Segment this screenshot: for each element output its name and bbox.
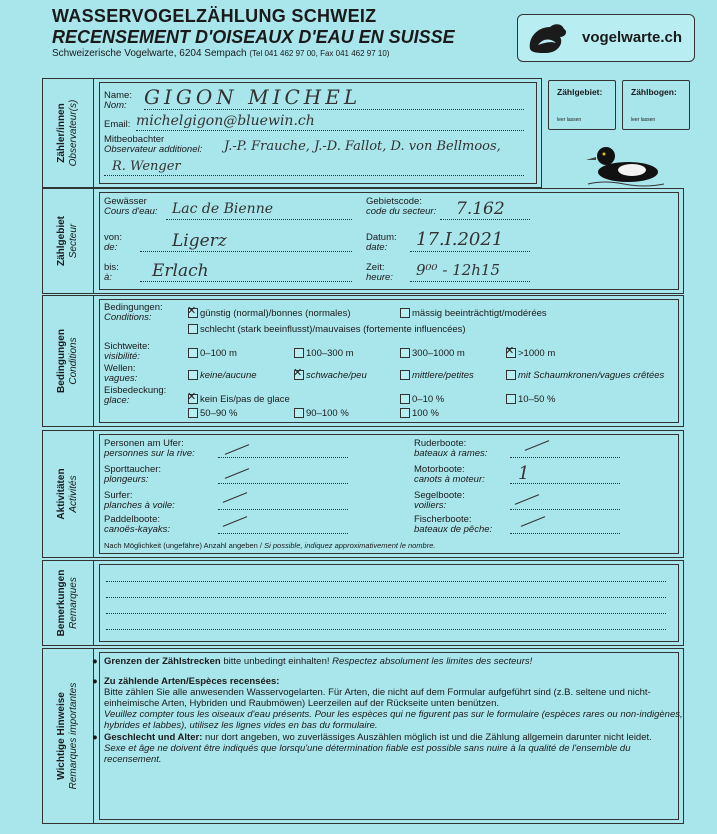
observers-inner	[99, 82, 537, 184]
checkbox-icon[interactable]	[506, 370, 516, 380]
activities-label: Aktivitäten Activités	[43, 431, 94, 557]
date-label: Datum: date:	[366, 232, 397, 253]
helpers-label: Mitbeobachter Observateur additionel:	[104, 134, 203, 155]
name-line	[144, 109, 524, 110]
checkbox-icon[interactable]	[188, 408, 198, 418]
email-label: Email:	[104, 119, 131, 130]
from-value[interactable]: Ligerz	[172, 231, 227, 251]
fish-dash	[521, 516, 546, 527]
ice-option-5[interactable]: 90–100 %	[294, 408, 349, 419]
note-species: ● Zu zählende Arten/Espèces recensées: Bitte zählen Sie alle anwesenden Wasservogelarten. Für Arten, die nicht auf dem Formular aufgeführt sind (z.B. seltene und nicht-einheimische Arten, Hybriden und Raubmöwen) Leerzeilen auf der Rückseite unten benützen. Veuillez compter tous les oiseaux d'eau présents. Pour les espèces qui ne figurent pas sur le formulaire (espèces rares ou non-indigènes, hybrides et labbes), utilisez les lignes vides en bas du formulaire.	[92, 676, 683, 731]
sail-label: Segelboote: voiliers:	[414, 490, 465, 511]
conditions-label: Bedingungen Conditions	[43, 296, 94, 426]
org-line	[52, 48, 389, 59]
remarks-line-3[interactable]	[106, 613, 666, 614]
title-french: RECENSEMENT D'OISEAUX D'EAU EN SUISSE	[52, 27, 455, 47]
helpers-value[interactable]: J.-P. Frauche, J.-D. Fallot, D. von Bellmoos,	[224, 139, 501, 154]
time-line	[410, 281, 530, 282]
paddle-label: Paddelboote: canoës-kayaks:	[104, 514, 171, 535]
water-label: Gewässer Cours d'eau:	[104, 196, 158, 217]
checkbox-checked-icon[interactable]	[188, 308, 198, 318]
checkbox-checked-icon[interactable]	[294, 370, 304, 380]
notes-label: Wichtige Hinweise Remarques importantes	[43, 649, 94, 823]
checkbox-icon[interactable]	[188, 348, 198, 358]
remarks-label: Bemerkungen Remarques	[43, 561, 94, 645]
sail-line[interactable]	[510, 509, 620, 510]
remarks-line-2[interactable]	[106, 597, 666, 598]
helpers-line	[104, 175, 524, 176]
observers-label: Zähler/innen Observateur(s)	[43, 79, 94, 187]
sail-dash	[515, 494, 540, 505]
org-name: Schweizerische Vogelwarte, 6204 Sempach	[52, 48, 247, 59]
bird-logo-icon	[524, 19, 570, 57]
row-line[interactable]	[510, 457, 620, 458]
checkbox-checked-icon[interactable]	[506, 348, 516, 358]
fish-line[interactable]	[510, 533, 620, 534]
counting-area-box[interactable]: Zählgebiet: leer lassen	[548, 80, 616, 130]
waves-label: Wellen: vagues:	[104, 363, 138, 384]
row-label: Ruderboote: bateaux à rames:	[414, 438, 488, 459]
checkbox-icon[interactable]	[188, 324, 198, 334]
waves-option-3[interactable]: mittlere/petites	[400, 370, 474, 381]
visibility-option-4[interactable]: ✕ >1000 m	[506, 348, 555, 359]
cond-good-option[interactable]: ✕ günstig (normal)/bonnes (normales)	[188, 308, 350, 319]
conditions-section	[42, 295, 684, 427]
title-german: WASSERVOGELZÄHLUNG SCHWEIZ	[52, 6, 377, 26]
from-line	[140, 251, 352, 252]
org-phone: (Tel 041 462 97 00, Fax 041 462 97 10)	[249, 49, 390, 58]
ice-option-2[interactable]: 0–10 %	[400, 394, 444, 405]
conditions-inner	[99, 299, 679, 423]
fish-label: Fischerboote: bateaux de pêche:	[414, 514, 493, 535]
bullet-icon: ●	[92, 676, 98, 687]
visibility-option-3[interactable]: 300–1000 m	[400, 348, 465, 359]
brand-name: vogelwarte.ch	[582, 29, 683, 46]
activities-section	[42, 430, 684, 558]
remarks-section	[42, 560, 684, 646]
waves-option-4[interactable]: mit Schaumkronen/vagues crêtées	[506, 370, 664, 381]
remarks-line-1[interactable]	[106, 581, 666, 582]
divers-label: Sporttaucher: plongeurs:	[104, 464, 162, 485]
date-value[interactable]: 17.I.2021	[416, 229, 504, 250]
note-limits: ● Grenzen der Zählstrecken bitte unbedingt einhalten! Respectez absolument les limites des secteurs!	[92, 656, 533, 667]
time-label: Zeit: heure:	[366, 262, 393, 283]
vogelwarte-logo	[517, 14, 695, 62]
water-value[interactable]: Lac de Bienne	[172, 201, 274, 217]
checkbox-icon[interactable]	[400, 370, 410, 380]
to-value[interactable]: Erlach	[152, 261, 209, 281]
waves-option-2[interactable]: ✕ schwache/peu	[294, 370, 367, 381]
bullet-icon: ●	[92, 732, 98, 743]
checkbox-icon[interactable]	[400, 408, 410, 418]
cond-bad-option[interactable]: schlecht (stark beeinflusst)/mauvaises (fortemente influencées)	[188, 324, 466, 335]
remarks-line-4[interactable]	[106, 629, 666, 630]
paddle-line[interactable]	[218, 533, 348, 534]
checkbox-checked-icon[interactable]	[188, 394, 198, 404]
cond-moderate-option[interactable]: mässig beeinträchtigt/modérées	[400, 308, 547, 319]
people-line[interactable]	[218, 457, 348, 458]
remarks-inner[interactable]	[99, 564, 679, 642]
note-sex-age: ● Geschlecht und Alter: nur dort angeben, wo zuverlässiges Auszählen möglich ist und die Zählung allgemein darunter nicht leidet. Sexe et âge ne doivent être indiqués que lorsqu'une détermination fiable est possible sans nuire à la qualité de l'ensemble du recensement.	[92, 732, 652, 765]
activities-note: Nach Möglichkeit (ungefähre) Anzahl angeben / Si possible, indiquez approximativement le nombre.	[104, 541, 436, 550]
observers-section	[42, 78, 542, 188]
time-value[interactable]: 9⁰⁰ - 12h15	[416, 261, 501, 279]
ice-option-3[interactable]: 10–50 %	[506, 394, 556, 405]
people-dash	[225, 444, 250, 455]
visibility-label: Sichtweite: visibilité:	[104, 341, 150, 362]
code-label: Gebietscode: code du secteur:	[366, 196, 437, 217]
divers-line[interactable]	[218, 483, 348, 484]
surfer-label: Surfer: planches à voile:	[104, 490, 175, 511]
to-line	[140, 281, 352, 282]
ice-option-1[interactable]: ✕ kein Eis/pas de glace	[188, 394, 290, 405]
sector-section	[42, 188, 684, 294]
activities-inner	[99, 434, 679, 554]
checkbox-icon[interactable]	[294, 408, 304, 418]
from-label: von: de:	[104, 232, 122, 253]
checkbox-icon[interactable]	[506, 394, 516, 404]
date-line	[410, 251, 530, 252]
sector-inner	[99, 192, 679, 290]
to-label: bis: à:	[104, 262, 119, 283]
water-line	[166, 219, 352, 220]
name-label: Name: Nom:	[104, 90, 132, 111]
checkbox-icon[interactable]	[188, 370, 198, 380]
code-value[interactable]: 7.162	[456, 199, 505, 219]
checkbox-icon[interactable]	[400, 394, 410, 404]
counting-sheet-box[interactable]: Zählbogen: leer lassen	[622, 80, 690, 130]
ice-label: Eisbedeckung: glace:	[104, 385, 167, 406]
surfer-dash	[223, 492, 248, 503]
paddle-dash	[223, 516, 248, 527]
cond-label: Bedingungen: Conditions:	[104, 302, 163, 323]
row-dash	[525, 440, 550, 451]
waves-option-1[interactable]: keine/aucune	[188, 370, 257, 381]
helpers-value-2[interactable]: R. Wenger	[112, 159, 181, 174]
checkbox-icon[interactable]	[400, 348, 410, 358]
checkbox-icon[interactable]	[400, 308, 410, 318]
code-line	[440, 219, 530, 220]
name-value[interactable]: GIGON MICHEL	[144, 85, 362, 109]
visibility-option-2[interactable]: 100–300 m	[294, 348, 354, 359]
sector-label: Zählgebiet Secteur	[43, 189, 94, 293]
duck-illustration	[584, 138, 668, 190]
bullet-icon: ●	[92, 656, 98, 667]
motor-label: Motorboote: canots à moteur:	[414, 464, 485, 485]
ice-option-6[interactable]: 100 %	[400, 408, 439, 419]
motor-value[interactable]: 1	[518, 463, 530, 484]
surfer-line[interactable]	[218, 509, 348, 510]
email-value[interactable]: michelgigon@bluewin.ch	[136, 113, 315, 129]
email-line	[136, 130, 524, 131]
people-label: Personen am Ufer: personnes sur la rive:	[104, 438, 195, 459]
divers-dash	[225, 468, 250, 479]
ice-option-4[interactable]: 50–90 %	[188, 408, 238, 419]
motor-line	[510, 483, 620, 484]
visibility-option-1[interactable]: 0–100 m	[188, 348, 237, 359]
checkbox-icon[interactable]	[294, 348, 304, 358]
